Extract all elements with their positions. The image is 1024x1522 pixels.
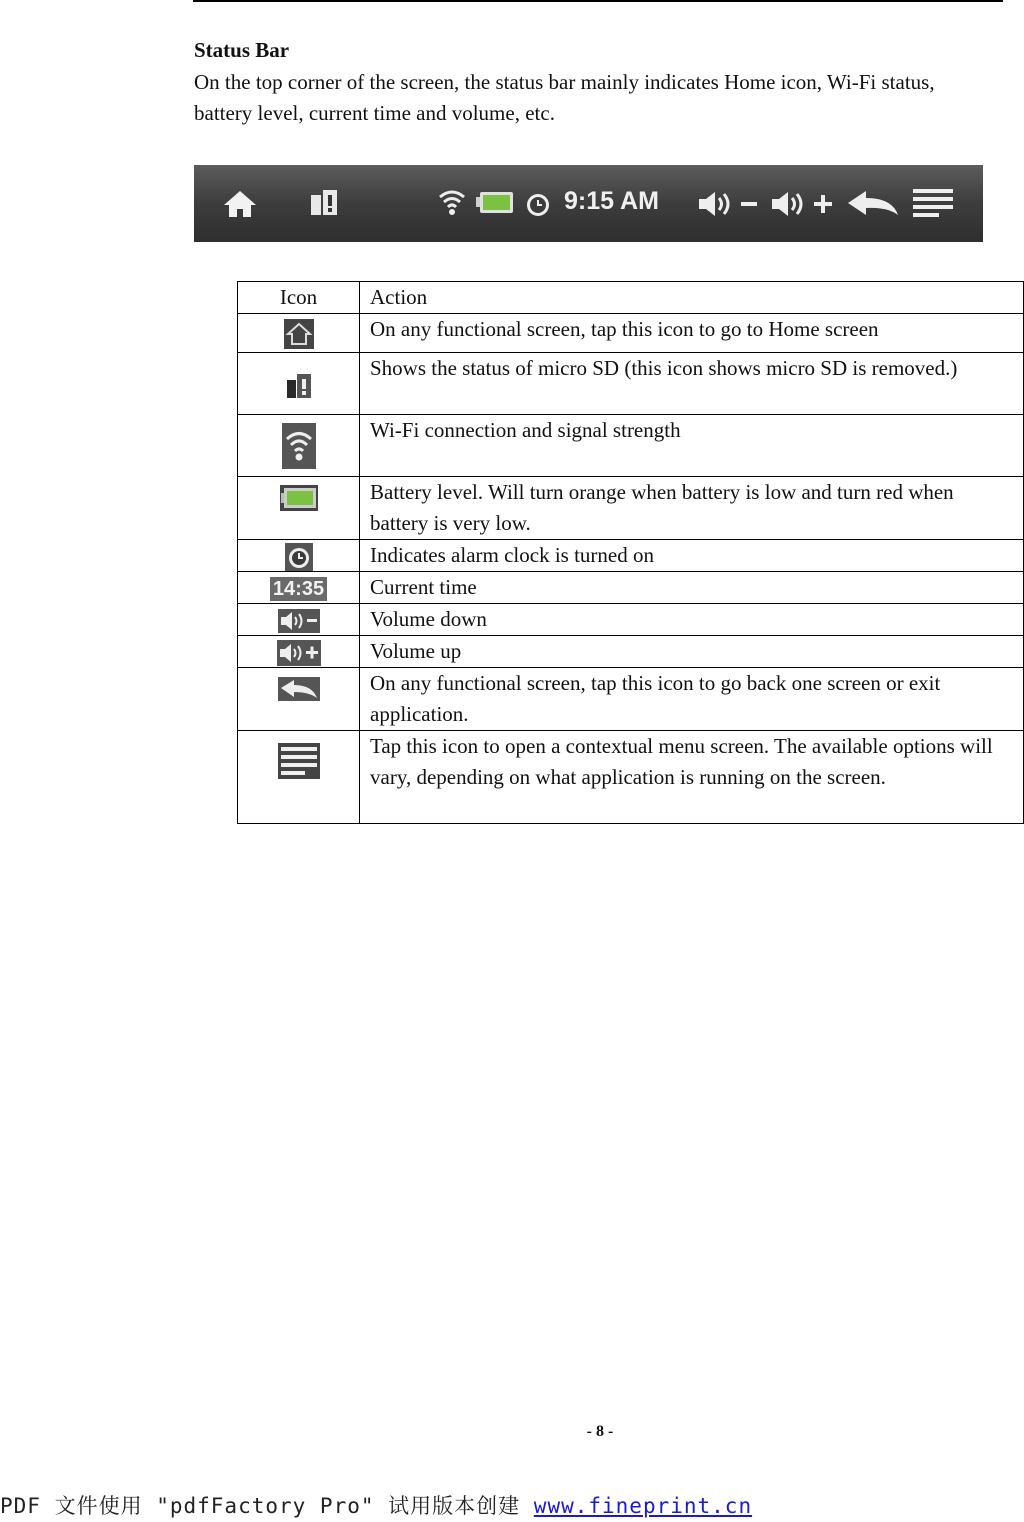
table-row — [238, 540, 1024, 572]
row-action: On any functional screen, tap this icon to go to Home screen — [360, 314, 1024, 353]
volume-up-icon — [277, 640, 321, 666]
table-row — [238, 731, 1024, 824]
back-icon — [278, 677, 320, 701]
table-row — [238, 668, 1024, 731]
battery-icon — [280, 485, 318, 511]
icon-action-table — [237, 281, 1024, 824]
table-row — [238, 572, 1024, 604]
volume-up-icon — [770, 189, 836, 219]
header-icon: Icon — [238, 282, 360, 314]
menu-icon — [912, 187, 954, 219]
row-action: On any functional screen, tap this icon to go back one screen or exit application. — [360, 668, 1024, 731]
time-icon: 14:35 — [270, 577, 327, 601]
menu-icon — [278, 743, 320, 779]
pdf-footer — [0, 1490, 752, 1520]
row-action: Volume down — [360, 604, 1024, 636]
sd-card-icon — [284, 370, 314, 400]
home-icon — [222, 189, 258, 219]
alarm-icon — [524, 189, 552, 219]
sd-card-icon — [309, 187, 341, 217]
table-row — [238, 353, 1024, 415]
footer-text: PDF 文件使用 "pdfFactory Pro" 试用版本创建 — [0, 1494, 534, 1518]
status-bar-image — [194, 165, 983, 242]
page-number: - 8 - — [586, 1423, 614, 1440]
row-action: Wi-Fi connection and signal strength — [360, 415, 1024, 477]
volume-down-icon — [278, 609, 320, 633]
table-row — [238, 636, 1024, 668]
row-action: Current time — [360, 572, 1024, 604]
table-row — [238, 604, 1024, 636]
row-action: Indicates alarm clock is turned on — [360, 540, 1024, 572]
row-action: Tap this icon to open a contextual menu screen. The available options will vary, depending on what application is running on the screen. — [360, 731, 1024, 824]
home-icon — [284, 319, 314, 349]
wifi-icon — [282, 423, 316, 469]
row-action: Shows the status of micro SD (this icon shows micro SD is removed.) — [360, 353, 1024, 415]
table-row — [238, 477, 1024, 540]
alarm-icon — [285, 543, 313, 571]
footer-link[interactable]: www.fineprint.cn — [533, 1494, 753, 1518]
table-row — [238, 415, 1024, 477]
row-action: Volume up — [360, 636, 1024, 668]
section-heading: Status Bar — [194, 38, 290, 62]
row-action: Battery level. Will turn orange when battery is low and turn red when battery is very low. — [360, 477, 1024, 540]
wifi-icon — [437, 187, 467, 217]
table-header-row — [238, 282, 1024, 314]
top-rule — [193, 0, 1003, 2]
status-bar-time: 9:15 AM — [564, 187, 659, 215]
section-intro: On the top corner of the screen, the status bar mainly indicates Home icon, Wi-Fi status, battery level, current time and volume, etc. — [194, 70, 935, 125]
battery-icon — [476, 191, 514, 215]
volume-down-icon — [697, 189, 761, 219]
table-row — [238, 314, 1024, 353]
header-action: Action — [360, 282, 1024, 314]
back-icon — [846, 189, 902, 219]
